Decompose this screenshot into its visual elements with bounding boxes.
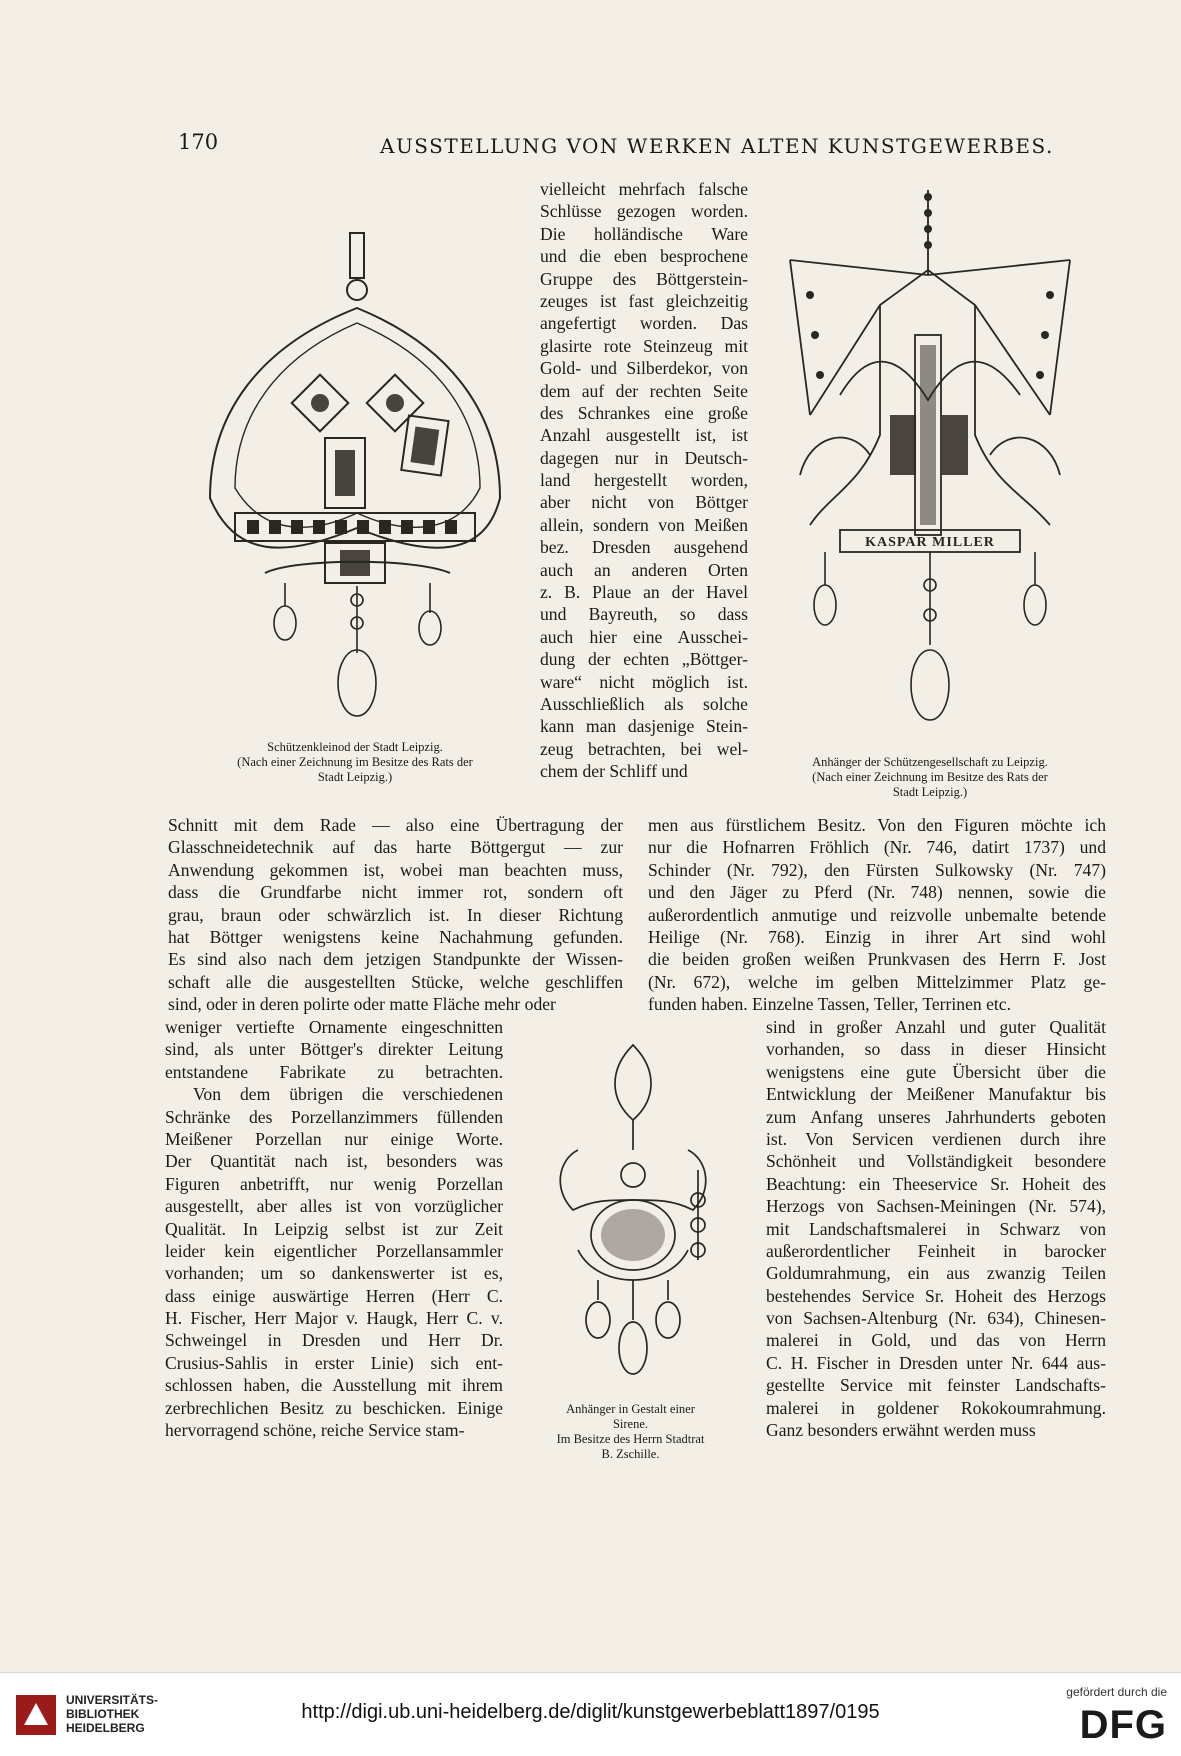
text-line: dem auf der rechten Seite <box>540 380 748 401</box>
caption-line: Anhänger der Schützengesellschaft zu Leipzig. <box>812 755 1048 769</box>
running-head: AUSSTELLUNG VON WERKEN ALTEN KUNSTGEWERBES. <box>380 134 1054 158</box>
text-line: Heilige (Nr. 768). Einzig in ihrer Art sind wohl <box>648 926 1106 947</box>
footer-bar <box>0 1672 1181 1756</box>
caption-line: (Nach einer Zeichnung im Besitze des Rats der <box>237 755 473 769</box>
text-line: aber nicht von Böttger <box>540 492 748 513</box>
text-line: Entwicklung der Meißener Manufaktur bis <box>766 1084 1106 1105</box>
funded-by-label: gefördert durch die <box>1066 1685 1167 1699</box>
text-line: men aus fürstlichem Besitz. Von den Figuren möchte ich <box>648 815 1106 835</box>
text-line: zeug betrachten, bei wel- <box>540 738 748 759</box>
page-number: 170 <box>178 130 219 154</box>
text-line: funden haben. Einzelne Tassen, Teller, Terrinen etc. <box>648 994 1011 1015</box>
text-line: schlossen haben, die Ausstellung mit ihrem <box>165 1375 503 1396</box>
text-line: Es sind also nach dem jetzigen Standpunkte der Wissen- <box>168 949 623 970</box>
caption-center <box>528 1402 733 1462</box>
text-line: allein, sondern von Meißen <box>540 514 748 535</box>
text-line: hat Böttger wenigstens keine Nachahmung gefunden. <box>168 926 623 947</box>
text-line: vielleicht mehrfach falsche <box>540 179 748 199</box>
text-line: vorhanden; um so dankenswerter ist es, <box>165 1263 503 1284</box>
library-name-line: BIBLIOTHEK <box>66 1707 140 1721</box>
text-line: dass einige auswärtige Herren (Herr C. <box>165 1285 503 1306</box>
library-name-line: HEIDELBERG <box>66 1721 145 1735</box>
text-line: kann man dasjenige Stein- <box>540 716 748 737</box>
text-line: bestehendes Service Sr. Hoheit des Herzogs <box>766 1285 1106 1306</box>
text-line: sind in großer Anzahl und guter Qualität <box>766 1017 1106 1037</box>
text-column-right-bottom <box>766 1016 1106 1441</box>
text-line: Meißener Porzellan nur einige Worte. <box>165 1128 503 1149</box>
text-line: vorhanden, so dass in dieser Hinsicht <box>766 1039 1106 1060</box>
text-line: Ausschließlich als solche <box>540 693 748 714</box>
text-line: bez. Dresden ausgehend <box>540 537 748 558</box>
text-line: außerordentlicher Feinheit in barocker <box>766 1240 1106 1261</box>
text-line: Goldumrahmung, ein aus zwanzig Teilen <box>766 1263 1106 1284</box>
illustration-schuetzenkleinod <box>195 228 510 738</box>
illustration-anhaenger-sirene <box>538 1040 728 1380</box>
dfg-logo: DFG <box>1079 1703 1167 1747</box>
text-line: leider kein eigentlicher Porzellansammler <box>165 1240 503 1261</box>
text-column-left-top <box>168 814 623 1016</box>
caption-line: B. Zschille. <box>601 1447 660 1461</box>
text-line: mit Landschaftsmalerei in Schwarz von <box>766 1218 1106 1239</box>
text-column-center-top <box>540 178 748 783</box>
text-column-right-top <box>648 814 1106 1016</box>
text-line: Von dem übrigen die verschiedenen <box>193 1084 503 1105</box>
text-line: Gruppe des Böttgerstein- <box>540 268 748 289</box>
source-url-link[interactable]: http://digi.ub.uni-heidelberg.de/diglit/kunstgewerbeblatt1897/0195 <box>301 1701 880 1723</box>
text-line: hervorragend schöne, reiche Service stam- <box>165 1420 465 1441</box>
text-line: Die holländische Ware <box>540 223 748 244</box>
text-line: schaft alle die ausgestellten Stücke, welche geschliffen <box>168 971 623 992</box>
text-line: nur die Hofnarren Fröhlich (Nr. 746, datirt 1737) und <box>648 837 1106 858</box>
illustration-anhaenger-schuetzengesellschaft <box>770 185 1095 755</box>
text-line: des Schrankes eine große <box>540 402 748 423</box>
caption-line: Im Besitze des Herrn Stadtrat <box>556 1432 705 1446</box>
text-line: malerei in goldener Rokokoumrahmung. <box>766 1397 1106 1418</box>
caption-right <box>760 755 1100 800</box>
text-column-left-bottom <box>165 1016 503 1441</box>
text-line: Schnitt mit dem Rade — also eine Übertragung der <box>168 815 623 835</box>
text-line: wenigstens eine gute Übersicht über die <box>766 1061 1106 1082</box>
text-line: Anwendung gekommen ist, wobei man beachten muss, <box>168 859 623 880</box>
text-line: Ganz besonders erwähnt werden muss <box>766 1420 1036 1441</box>
text-line: Schlüsse gezogen worden. <box>540 201 748 222</box>
caption-line: Sirene. <box>612 1417 649 1431</box>
text-line: land hergestellt worden, <box>540 470 748 491</box>
text-line: glasirte rote Steinzeug mit <box>540 335 748 356</box>
text-line: Schränke des Porzellanzimmers füllenden <box>165 1106 503 1127</box>
text-line: von Sachsen-Altenburg (Nr. 634), Chinesen- <box>766 1308 1106 1329</box>
text-line: und die eben besprochene <box>540 246 748 267</box>
text-line: gestellte Service mit feinster Landschafts- <box>766 1375 1106 1396</box>
text-line: zum Anfang unseres Jahrhunderts geboten <box>766 1106 1106 1127</box>
text-line: Anzahl ausgestellt ist, ist <box>540 425 748 446</box>
text-line: sind, als unter Böttger's direkter Leitung <box>165 1039 503 1060</box>
svg-text:KASPAR MILLER: KASPAR MILLER <box>865 535 995 550</box>
text-line: außerordentlich anmutige und reizvolle unbemalte betende <box>648 904 1106 925</box>
text-line: chem der Schliff und <box>540 761 688 782</box>
text-line: Der Quantität nach ist, besonders was <box>165 1151 503 1172</box>
text-line: und den Jäger zu Pferd (Nr. 748) nennen, sowie die <box>648 882 1106 903</box>
text-line: zeuges ist fast gleichzeitig <box>540 290 748 311</box>
text-line: dass die Grundfarbe nicht immer rot, sondern oft <box>168 882 623 903</box>
text-line: Herzogs von Sachsen-Meiningen (Nr. 574), <box>766 1196 1106 1217</box>
text-line: die beiden großen weißen Prunkvasen des Herrn F. Jost <box>648 949 1106 970</box>
caption-line: Schützenkleinod der Stadt Leipzig. <box>267 740 443 754</box>
text-line: und Bayreuth, so dass <box>540 604 748 625</box>
text-line: dagegen nur in Deutsch- <box>540 447 748 468</box>
text-line: zerbrechlichen Besitz zu beschicken. Einige <box>165 1397 503 1418</box>
text-line: malerei in Gold, und das von Herrn <box>766 1330 1106 1351</box>
text-line: ist. Von Servicen verdienen durch ihre <box>766 1128 1106 1149</box>
text-line: Beachtung: ein Theeservice Sr. Hoheit des <box>766 1173 1106 1194</box>
text-line: weniger vertiefte Ornamente eingeschnitten <box>165 1017 503 1037</box>
text-line: H. Fischer, Herr Major v. Haugk, Herr C. v. <box>165 1308 503 1329</box>
caption-line: Anhänger in Gestalt einer <box>566 1402 695 1416</box>
text-line: ware“ nicht möglich ist. <box>540 671 748 692</box>
caption-line: (Nach einer Zeichnung im Besitze des Rats der <box>812 770 1048 784</box>
text-line: auch hier eine Ausschei- <box>540 626 748 647</box>
text-line: Glasschneidetechnik auf das harte Böttgergut — zur <box>168 837 623 858</box>
text-line: grau, braun oder schwärzlich ist. In dieser Richtung <box>168 904 623 925</box>
text-line: Schönheit und Vollständigkeit besondere <box>766 1151 1106 1172</box>
caption-line: Stadt Leipzig.) <box>317 770 393 784</box>
text-line: Schweingel in Dresden und Herr Dr. <box>165 1330 503 1351</box>
text-line: dung der echten „Böttger- <box>540 649 748 670</box>
text-line: entstandene Fabrikate zu betrachten. <box>165 1061 503 1082</box>
text-line: Gold- und Silberdekor, von <box>540 358 748 379</box>
text-line: Crusius-Sahlis in erster Linie) sich ent- <box>165 1352 503 1373</box>
text-line: angefertigt worden. Das <box>540 313 748 334</box>
text-line: Qualität. In Leipzig selbst ist zur Zeit <box>165 1218 503 1239</box>
text-line: sind, oder in deren polirte oder matte Fläche mehr oder <box>168 994 556 1015</box>
text-line: ausgestellt, aber alles ist von vorzüglicher <box>165 1196 503 1217</box>
text-line: Figuren anbetrifft, nur wenig Porzellan <box>165 1173 503 1194</box>
library-name-line: UNIVERSITÄTS- <box>66 1693 159 1707</box>
text-line: C. H. Fischer in Dresden unter Nr. 644 aus- <box>766 1352 1106 1373</box>
text-line: auch an anderen Orten <box>540 559 748 580</box>
text-line: z. B. Plaue an der Havel <box>540 582 748 603</box>
caption-line: Stadt Leipzig.) <box>892 785 968 799</box>
text-line: Schinder (Nr. 792), den Fürsten Sulkowsky (Nr. 747) <box>648 859 1106 880</box>
text-line: (Nr. 672), welche im gelben Mittelzimmer Platz ge- <box>648 971 1106 992</box>
caption-left <box>190 740 520 785</box>
